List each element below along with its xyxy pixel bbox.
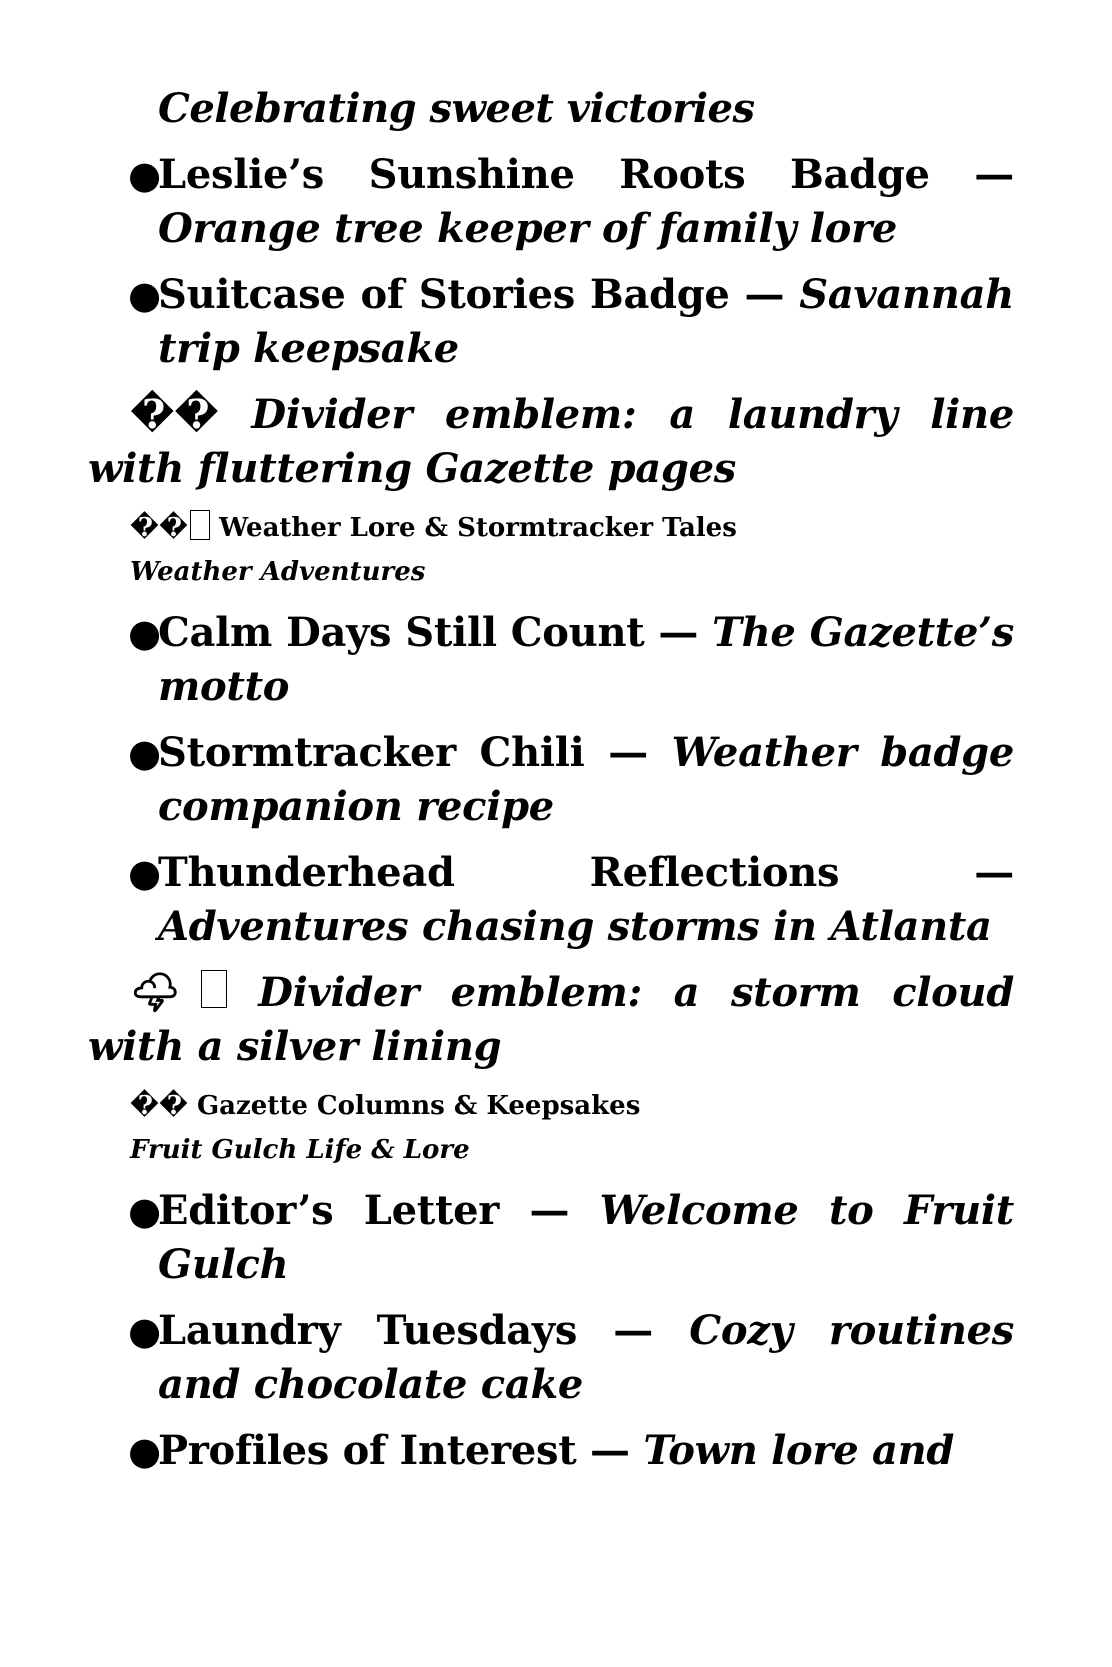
item-description: Adventures chasing storms in Atlanta	[158, 903, 992, 950]
item-title: Editor’s Letter —	[158, 1187, 570, 1234]
bullet-icon: ●	[128, 1429, 161, 1473]
item-description: Orange tree keeper of family lore	[158, 205, 897, 252]
item-description: Savannah trip keepsake	[158, 271, 1014, 372]
storm-cloud-icon: 🌩	[130, 969, 199, 1016]
item-title: Suitcase of Stories Badge —	[158, 271, 785, 318]
section-heading-text: Gazette Columns & Keepsakes	[196, 1091, 641, 1121]
section-subheading: Weather Adventures	[130, 557, 426, 587]
bullet-icon: ●	[128, 1189, 161, 1233]
list-item	[88, 148, 1014, 256]
missing-glyph-icon: ��	[130, 391, 219, 438]
missing-glyph-box-icon	[201, 970, 227, 1008]
bullet-icon: ●	[128, 1309, 161, 1353]
item-title: Profiles of Interest —	[158, 1427, 630, 1474]
bullet-icon: ●	[128, 273, 161, 317]
list-item	[88, 1424, 1014, 1478]
item-description: Town lore and	[643, 1427, 955, 1474]
bullet-icon: ●	[128, 153, 161, 197]
divider-text: Divider emblem: a laundry line with fluttering Gazette pages	[88, 391, 1014, 492]
item-description: Cozy routines and chocolate cake	[158, 1307, 1014, 1408]
section-heading-text: Weather Lore & Stormtracker Tales	[218, 513, 737, 543]
item-description: Weather badge companion recipe	[158, 729, 1014, 830]
list-item	[88, 846, 1014, 954]
lead-line: Celebrating sweet victories	[158, 85, 755, 132]
item-description: The Gazette’s motto	[158, 609, 1014, 710]
bullet-icon: ●	[128, 731, 161, 775]
section-heading-weather	[130, 508, 1014, 548]
missing-glyph-icon: ��	[130, 1091, 188, 1121]
item-title: Leslie’s Sunshine Roots Badge —	[158, 151, 1014, 198]
item-title: Thunderhead Reflections —	[158, 849, 1014, 896]
bullet-icon: ●	[128, 611, 161, 655]
divider-emblem	[88, 388, 1014, 496]
list-item	[88, 606, 1014, 714]
divider-emblem	[88, 966, 1014, 1074]
document-page	[88, 82, 1014, 1490]
list-item	[88, 268, 1014, 376]
divider-text: Divider emblem: a storm cloud with a silver lining	[88, 969, 1014, 1070]
item-title: Stormtracker Chili —	[158, 729, 648, 776]
missing-glyph-icon: ��	[130, 513, 188, 543]
section-heading-gazette	[130, 1086, 1014, 1126]
item-title: Calm Days Still Count —	[158, 609, 699, 656]
list-item	[88, 1304, 1014, 1412]
item-description: Welcome to Fruit Gulch	[158, 1187, 1014, 1288]
missing-glyph-box-icon	[190, 510, 210, 540]
list-item	[88, 1184, 1014, 1292]
item-title: Laundry Tuesdays —	[158, 1307, 654, 1354]
list-item	[88, 726, 1014, 834]
section-subheading: Fruit Gulch Life & Lore	[130, 1135, 470, 1165]
bullet-icon: ●	[128, 851, 161, 895]
